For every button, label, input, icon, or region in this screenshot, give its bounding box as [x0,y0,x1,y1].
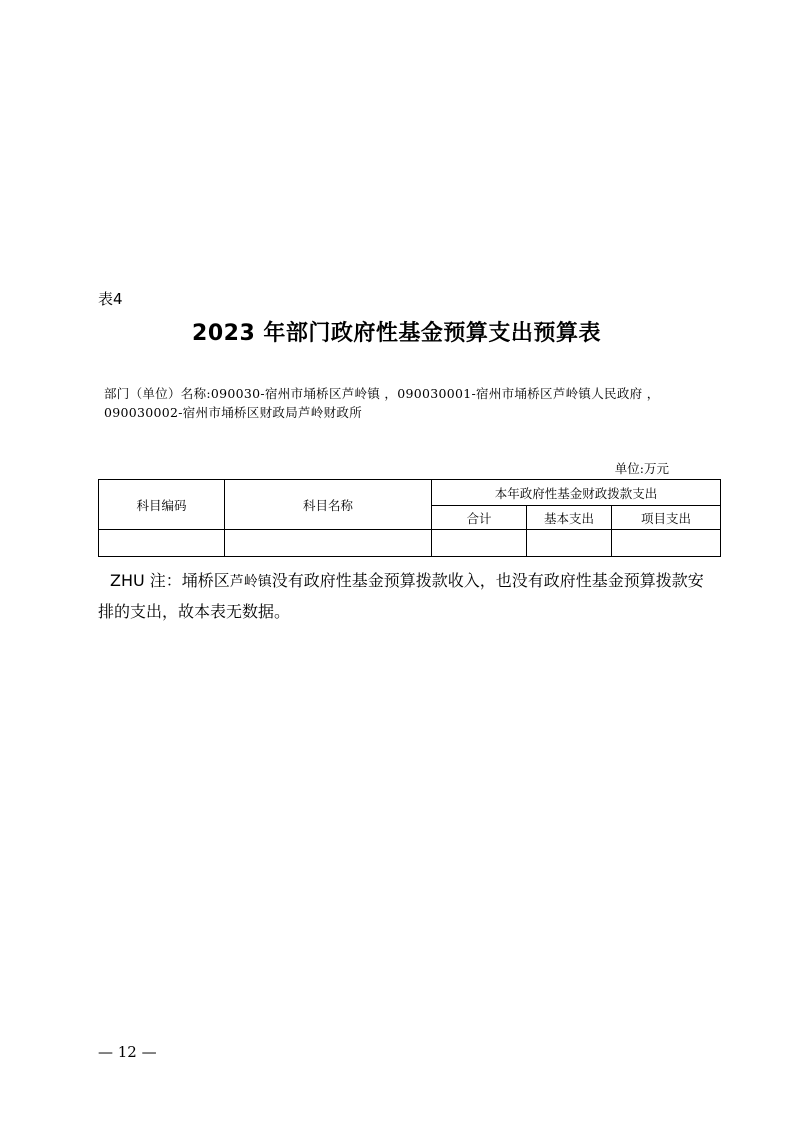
cell-project [612,530,721,557]
cell-name [225,530,432,557]
unit-label: 单位:万元 [614,461,669,476]
department-info [104,384,724,422]
header-fund-expenditure: 本年政府性基金财政拨款支出 [432,480,721,506]
table-label: 表4 [98,290,123,308]
department-line-1: 部门（单位）名称:090030-宿州市埇桥区芦岭镇 ，090030001-宿州市埇桥区芦岭镇人民政府 ， [104,386,660,401]
table-row [99,530,721,557]
note-prefix: ZHU 注：埇桥区 [110,571,230,590]
budget-table [98,479,721,557]
header-project-expenditure: 项目支出 [612,506,721,530]
note-paragraph [98,566,708,626]
cell-total [432,530,527,557]
header-total: 合计 [432,506,527,530]
cell-basic [527,530,612,557]
cell-code [99,530,225,557]
page-number: — 12 — [98,1043,157,1061]
page-title: 2023 年部门政府性基金预算支出预算表 [192,321,601,346]
note-suffix: 没有政府性基金预算拨款收入，也没有政府性基金预算拨款安排的支出，故本表无数据。 [98,571,704,621]
header-basic-expenditure: 基本支出 [527,506,612,530]
note-town: 芦岭镇 [229,574,272,590]
header-subject-name: 科目名称 [225,480,432,530]
header-subject-code: 科目编码 [99,480,225,530]
department-line-2: 090030002-宿州市埇桥区财政局芦岭财政所 [104,405,362,420]
